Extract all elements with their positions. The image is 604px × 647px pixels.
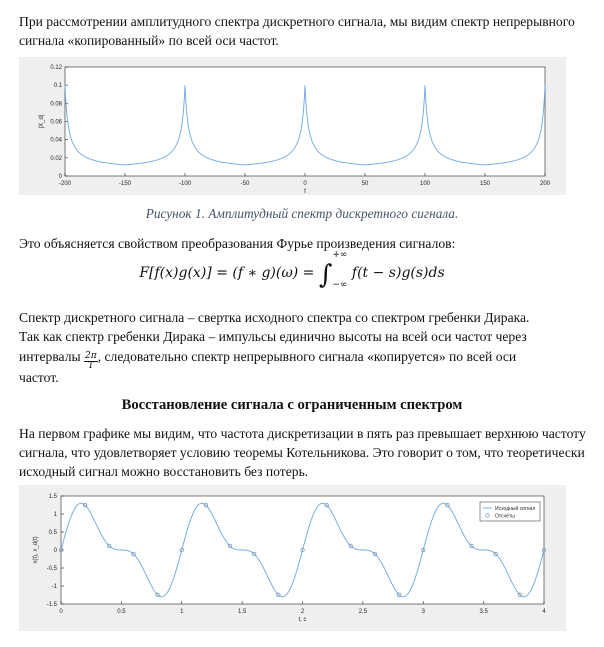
formula-integrand: f(t − s)g(s)ds xyxy=(351,265,445,281)
x-axis-label: f xyxy=(304,189,306,195)
x-tick-label: 2 xyxy=(300,609,305,615)
y-tick-label: 0.12 xyxy=(50,65,62,71)
x-tick-label: 100 xyxy=(419,181,431,187)
y-tick-label: 0 xyxy=(53,548,57,554)
x-tick-label: 150 xyxy=(479,181,491,187)
x-tick-label: 50 xyxy=(361,181,369,187)
y-tick-label: 0.08 xyxy=(50,101,62,108)
y-tick-label: 0.04 xyxy=(50,137,62,144)
y-axis-label: x(t), x_d(t) xyxy=(33,536,39,564)
x-tick-label: 2.5 xyxy=(358,609,368,615)
x-tick-label: 4 xyxy=(542,609,546,615)
y-tick-label: 1.5 xyxy=(48,494,57,500)
legend-signal-label: Исходный сигнал xyxy=(495,506,536,512)
fraction-numerator: 2π xyxy=(85,351,97,361)
x-tick-label: 1.5 xyxy=(237,609,247,615)
integral-sign: ∫ xyxy=(318,260,333,290)
x-tick-label: -50 xyxy=(240,181,250,187)
plot-area xyxy=(65,67,545,176)
x-tick-label: 200 xyxy=(539,181,551,187)
y-tick-label: -0.5 xyxy=(46,566,57,572)
paragraph-dirac xyxy=(19,308,589,387)
signal-samples-chart xyxy=(19,485,566,631)
x-tick-label: -200 xyxy=(58,181,72,187)
paragraph-fourier: Это объясняется свойством преобразования Фурье произведения сигналов: xyxy=(19,236,456,251)
fraction-denominator: T xyxy=(87,361,94,371)
x-tick-label: -100 xyxy=(178,181,192,187)
y-tick-label: 0.06 xyxy=(50,119,62,126)
legend xyxy=(480,502,540,521)
dirac-line-3-end: , следовательно спектр непрерывного сигнала «копируется» по всей оси xyxy=(97,349,517,364)
dirac-line-3-start: интервалы xyxy=(19,349,81,364)
formula-lhs: F[f(x)g(x)] = (f ∗ g)(ω) = xyxy=(139,265,315,281)
x-tick-label: 3 xyxy=(421,609,425,615)
y-axis-label: |X_d| xyxy=(39,114,45,129)
x-tick-label: 0.5 xyxy=(117,609,126,615)
y-tick-label: -1.5 xyxy=(46,602,57,608)
dirac-line-3 xyxy=(19,346,589,371)
x-axis-label: t, c xyxy=(298,617,307,623)
figure-amplitude-spectrum xyxy=(19,57,566,195)
fraction-2pi-over-t xyxy=(84,352,98,371)
y-tick-label: 0.02 xyxy=(50,155,62,162)
x-tick-label: 0 xyxy=(59,609,63,615)
figure-signal-reconstruction xyxy=(19,485,566,631)
x-tick-label: 1 xyxy=(180,609,184,615)
x-tick-label: 3.5 xyxy=(479,609,488,615)
dirac-line-4: частот. xyxy=(19,370,59,385)
integral-lower-limit: −∞ xyxy=(332,280,348,290)
y-tick-label: 0.5 xyxy=(48,530,57,536)
paragraph-intro: При рассмотрении амплитудного спектра дискретного сигнала, мы видим спектр непрерывного сигнала «копированный» по всей оси частот. xyxy=(19,14,575,48)
integral-upper-limit: +∞ xyxy=(332,250,348,260)
dirac-line-2: Так как спектр гребенки Дирака – импульсы единично высоты на всей оси частот через xyxy=(19,329,527,344)
figure1-caption: Рисунок 1. Амплитудный спектр дискретного сигнала. xyxy=(145,206,459,221)
x-tick-label: -150 xyxy=(118,181,132,187)
section-heading: Восстановление сигнала с ограниченным спектром xyxy=(121,397,463,413)
y-tick-label: 0.1 xyxy=(53,83,62,90)
y-tick-label: 1 xyxy=(53,512,57,518)
y-tick-label: 0 xyxy=(58,174,62,180)
amplitude-spectrum-chart xyxy=(19,57,566,195)
x-tick-label: 0 xyxy=(303,181,307,187)
convolution-formula xyxy=(0,250,584,290)
legend-samples-label: Отсчёты xyxy=(495,513,515,520)
dirac-line-1: Спектр дискретного сигнала – свертка исходного спектра со спектром гребенки Дирака. xyxy=(19,310,530,325)
y-tick-label: -1 xyxy=(51,584,57,590)
paragraph-sampling: На первом графике мы видим, что частота дискретизации в пять раз превышает верхнюю частоту сигнала, что удовлетворяет условию теоремы Котельникова. Это говорит о том, что теоретически исходный сигнал можно восстановить без потерь. xyxy=(19,426,586,479)
